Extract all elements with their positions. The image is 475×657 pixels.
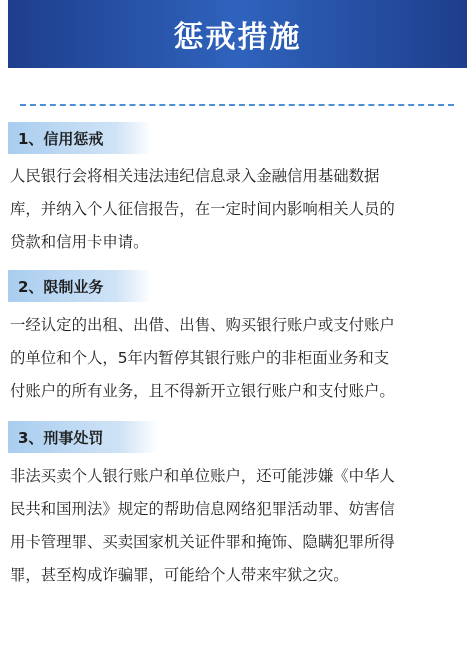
body-line: 一经认定的出租、出借、出售、购买银行账户或支付账户 — [10, 316, 395, 334]
title-banner — [8, 0, 467, 68]
body-line: 库，并纳入个人征信报告，在一定时间内影响相关人员的 — [10, 200, 395, 218]
dashed-divider — [20, 104, 454, 106]
section-title: 1、信用惩戒 — [18, 129, 104, 148]
section-body-restrict — [10, 309, 466, 408]
page-title: 惩戒措施 — [173, 20, 302, 55]
section-header-credit — [8, 122, 152, 154]
body-line: 的单位和个人，5年内暂停其银行账户的非柜面业务和支 — [10, 349, 390, 367]
section-body-criminal — [10, 460, 466, 592]
section-body-credit — [10, 160, 466, 259]
body-line: 用卡管理罪、买卖国家机关证件罪和掩饰、隐瞒犯罪所得 — [10, 533, 395, 551]
section-header-criminal — [8, 421, 158, 453]
body-line: 民共和国刑法》规定的帮助信息网络犯罪活动罪、妨害信 — [10, 500, 395, 518]
section-title: 2、限制业务 — [18, 277, 104, 296]
body-line: 贷款和信用卡申请。 — [10, 233, 149, 251]
body-line: 罪，甚至构成诈骗罪，可能给个人带来牢狱之灾。 — [10, 566, 349, 584]
body-line: 付账户的所有业务，且不得新开立银行账户和支付账户。 — [10, 382, 395, 400]
section-header-restrict — [8, 270, 152, 302]
section-title: 3、刑事处罚 — [18, 428, 104, 447]
body-line: 人民银行会将相关违法违纪信息录入金融信用基础数据 — [10, 167, 380, 185]
body-line: 非法买卖个人银行账户和单位账户，还可能涉嫌《中华人 — [10, 467, 395, 485]
